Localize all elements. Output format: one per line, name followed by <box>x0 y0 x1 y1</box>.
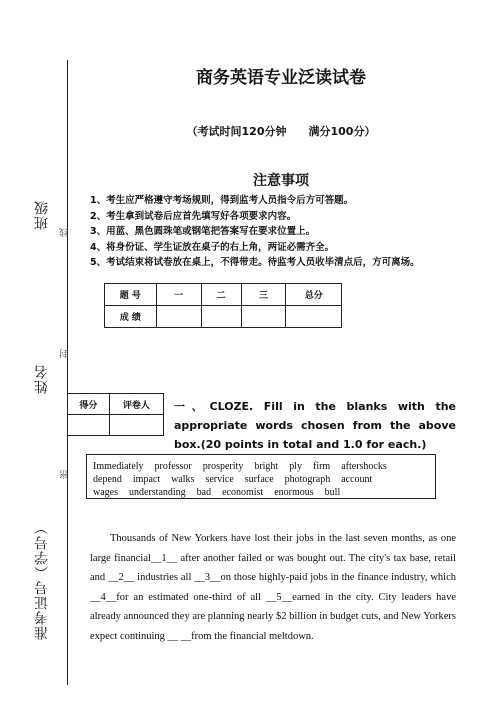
score-cell[interactable] <box>286 306 342 328</box>
grader-name-label: 评卷人 <box>109 394 163 415</box>
line-mark: 线 <box>60 228 70 237</box>
score-header-row <box>105 284 342 306</box>
word-option: professor <box>154 461 192 472</box>
word-option: bad <box>196 487 212 498</box>
word-option: surface <box>244 474 274 485</box>
word-option: prosperity <box>202 461 244 472</box>
word-option: aftershocks <box>341 461 387 472</box>
section-heading: 一、CLOZE. Fill in the blanks with the appropriate words chosen from the above box.(20 points in total and 1.0 for each.) <box>174 400 456 451</box>
word-option: ply <box>289 461 302 472</box>
exam-title: 商务英语专业泛读试卷 <box>196 68 366 88</box>
word-option: firm <box>312 461 331 472</box>
score-cell[interactable] <box>156 306 201 328</box>
grader-value-row <box>68 415 164 436</box>
word-option: enormous <box>274 487 314 498</box>
score-cell[interactable] <box>201 306 241 328</box>
notice-item: 5、考试结束将试卷放在桌上，不得带走。待监考人员收毕清点后，方可离场。 <box>90 257 420 268</box>
grader-header-row <box>68 394 164 415</box>
word-option: account <box>341 474 373 485</box>
seal-mark: 封 <box>60 349 70 358</box>
word-row <box>93 460 435 473</box>
grader-name-cell[interactable] <box>109 415 163 436</box>
word-option: impact <box>132 474 161 485</box>
notice-item: 4、将身份证、学生证放在桌子的右上角，两证必需齐全。 <box>90 241 335 253</box>
cloze-passage: Thousands of New Yorkers have lost their jobs in the last seven months, as one large financial__1__ after another failed or was bought out. The city's tax base, retail and __2__ industries all __3__on those highly-paid jobs in the finance industry, which __4__for an estimated one-third of all __5__earned in the city. City leaders have already announced they are planning nearly $2 billion in budget cuts, and New Yorkers expect continuing __ __from the financial meltdown. <box>90 533 456 642</box>
word-option: walks <box>171 474 195 485</box>
notice-item: 3、用蓝、黑色圆珠笔或钢笔把答案写在要求位置上。 <box>90 226 316 237</box>
word-option: wages <box>93 487 118 498</box>
id-label: 准考证号（学号） <box>34 520 50 640</box>
score-header-cell: 三 <box>241 284 286 306</box>
grader-score-label: 得分 <box>68 394 110 415</box>
notice-title: 注意事项 <box>253 173 309 189</box>
grader-table <box>67 393 164 436</box>
score-header-cell: 二 <box>201 284 241 306</box>
word-option: economist <box>222 487 264 498</box>
score-header-cell: 总分 <box>286 284 342 306</box>
word-row <box>93 486 435 499</box>
notice-item: 2、考生拿到试卷后应首先填写好各项要求内容。 <box>90 210 297 222</box>
score-header-cell: 题 号 <box>105 284 157 306</box>
grader-score-cell[interactable] <box>68 415 110 436</box>
word-option: bull <box>324 487 341 498</box>
secret-mark: 密 <box>60 470 70 479</box>
name-label: 姓名 <box>34 364 50 394</box>
word-box <box>86 454 436 499</box>
word-option: depend <box>93 474 122 485</box>
exam-subtitle: （考试时间120分钟 满分100分） <box>186 125 376 138</box>
word-row <box>93 473 435 486</box>
score-header-cell: 一 <box>156 284 201 306</box>
word-option: photograph <box>284 474 331 485</box>
score-value-row <box>105 306 342 328</box>
score-row-label: 成 绩 <box>105 306 157 328</box>
class-label: 班级 <box>34 200 50 230</box>
binding-line <box>67 60 68 685</box>
score-cell[interactable] <box>241 306 286 328</box>
word-option: Immediately <box>93 461 144 472</box>
word-option: understanding <box>129 487 186 498</box>
notice-item: 1、考生应严格遵守考场规则，得到监考人员指令后方可答题。 <box>90 195 354 206</box>
score-table <box>104 283 342 328</box>
notice-list <box>90 193 420 271</box>
word-option: bright <box>254 461 279 472</box>
word-option: service <box>205 474 234 485</box>
